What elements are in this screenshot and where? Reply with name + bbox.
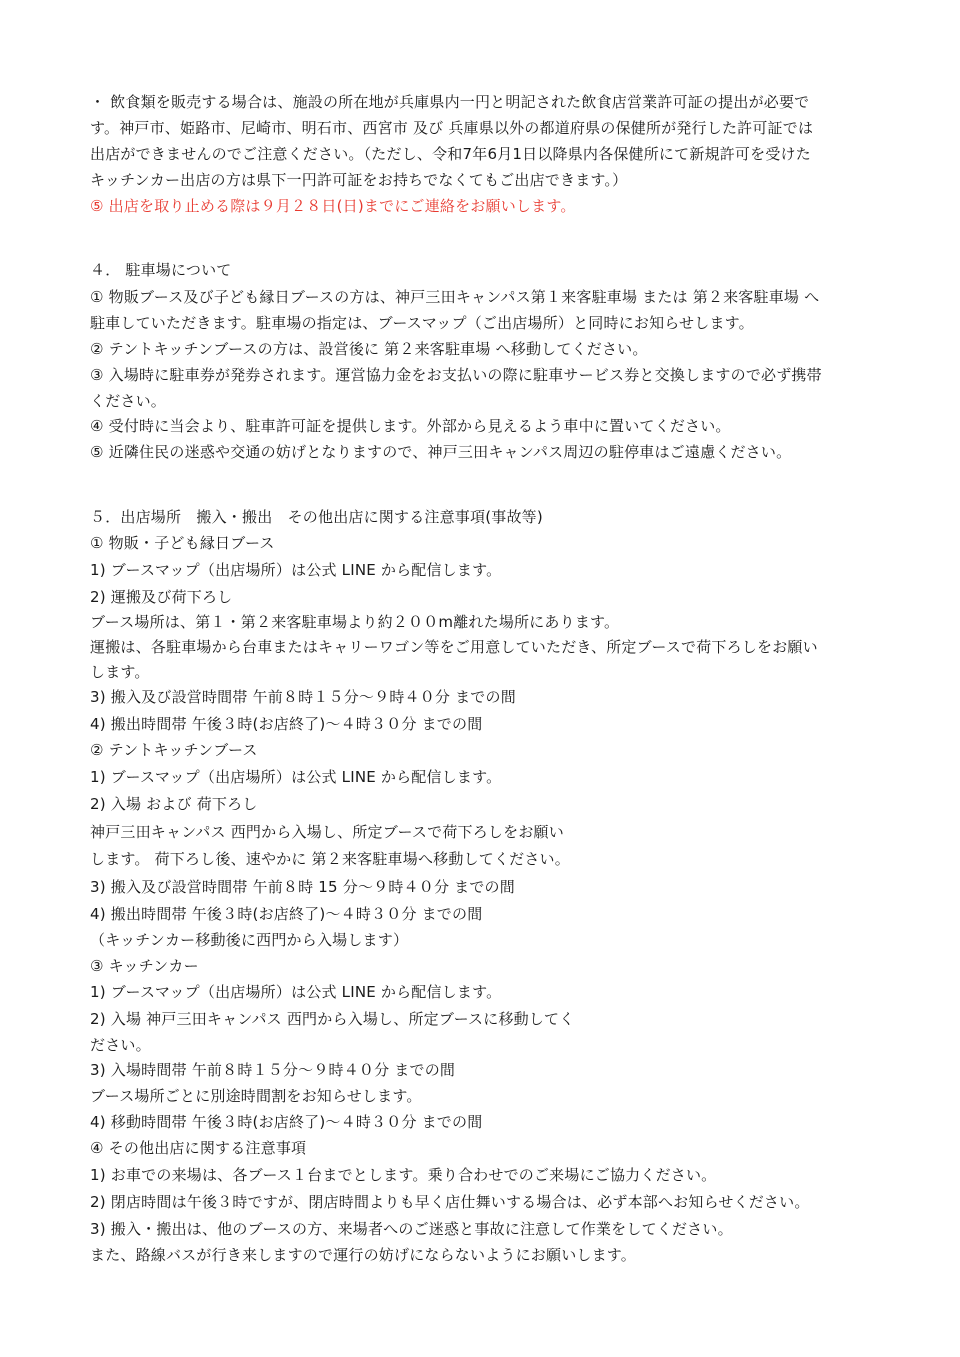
- subsection-tent-kitchen-title: ② テントキッチンブース: [90, 741, 258, 759]
- other-notes-text: また、路線バスが行き来しますので運行の妨げにならないようにお願いします。: [90, 1246, 637, 1264]
- food-permit-note-line: 出店ができませんのでご注意ください。（ただし、令和7年6月1日以降県内各保健所にて新規許可を受けた: [90, 145, 811, 163]
- merch-booth-text: します。: [90, 663, 150, 681]
- tent-kitchen-item: 2) 入場 および 荷下ろし: [90, 795, 258, 813]
- subsection-other-notes-title: ④ その他出店に関する注意事項: [90, 1139, 307, 1157]
- merch-booth-item: 4) 搬出時間帯 午後３時(お店終了)〜４時３０分 までの間: [90, 715, 483, 733]
- kitchen-car-text: ださい。: [90, 1036, 151, 1054]
- parking-item-1-cont: 駐車していただきます。駐車場の指定は、ブースマップ（ご出店場所）と同時にお知らせします。: [90, 314, 754, 332]
- parking-item-3-cont: ください。: [90, 392, 167, 410]
- other-notes-item: 1) お車での来場は、各ブース１台までとします。乗り合わせでのご来場にご協力ください。: [90, 1166, 717, 1184]
- kitchen-car-item: 2) 入場 神戸三田キャンパス 西門から入場し、所定ブースに移動してく: [90, 1010, 575, 1028]
- tent-kitchen-item: 1) ブースマップ（出店場所）は公式 LINE から配信します。: [90, 768, 502, 786]
- merch-booth-item: 3) 搬入及び設営時間帯 午前８時１５分〜９時４０分 までの間: [90, 688, 516, 706]
- parking-section-heading: ４． 駐車場について: [90, 261, 232, 279]
- merch-booth-text: ブース場所は、第１・第２来客駐車場より約２００m離れた場所にあります。: [90, 613, 620, 631]
- merch-booth-item: 2) 運搬及び荷下ろし: [90, 588, 233, 606]
- parking-item-3: ③ 入場時に駐車券が発券されます。運営協力金をお支払いの際に駐車サービス券と交換しますので必ず携帯: [90, 366, 822, 384]
- subsection-merch-booth-title: ① 物販・子ども縁日ブース: [90, 534, 275, 552]
- tent-kitchen-text: します。 荷下ろし後、速やかに 第２来客駐車場へ移動してください。: [90, 850, 570, 868]
- parking-item-1: ① 物販ブース及び子ども縁日ブースの方は、神戸三田キャンパス第１来客駐車場 または 第２来客駐車場 へ: [90, 288, 820, 306]
- merch-booth-text: 運搬は、各駐車場から台車またはキャリーワゴン等をご用意していただき、所定ブースで荷下ろしをお願い: [90, 638, 818, 656]
- tent-kitchen-item: 3) 搬入及び設営時間帯 午前８時 15 分〜９時４０分 までの間: [90, 878, 515, 896]
- kitchen-car-item: 1) ブースマップ（出店場所）は公式 LINE から配信します。: [90, 983, 502, 1001]
- parking-item-5: ⑤ 近隣住民の迷惑や交通の妨げとなりますので、神戸三田キャンパス周辺の駐停車はご遠慮ください。: [90, 443, 792, 461]
- food-permit-note-line: す。神戸市、姫路市、尼崎市、明石市、西宮市 及び 兵庫県以外の都道府県の保健所が発行した許可証では: [90, 119, 814, 137]
- subsection-kitchen-car-title: ③ キッチンカー: [90, 957, 199, 975]
- tent-kitchen-text: （キッチンカー移動後に西門から入場します）: [90, 931, 409, 949]
- food-permit-note-line: キッチンカー出店の方は県下一円許可証をお持ちでなくてもご出店できます。）: [90, 171, 628, 189]
- tent-kitchen-item: 4) 搬出時間帯 午後３時(お店終了)〜４時３０分 までの間: [90, 905, 483, 923]
- parking-item-4: ④ 受付時に当会より、駐車許可証を提供します。外部から見えるよう車中に置いてください。: [90, 417, 731, 435]
- merch-booth-item: 1) ブースマップ（出店場所）は公式 LINE から配信します。: [90, 561, 502, 579]
- other-notes-item: 2) 閉店時間は午後３時ですが、閉店時間よりも早く店仕舞いする場合は、必ず本部へお知らせください。: [90, 1193, 810, 1211]
- parking-item-2: ② テントキッチンブースの方は、設営後に 第２来客駐車場 へ移動してください。: [90, 340, 648, 358]
- kitchen-car-item: 4) 移動時間帯 午後３時(お店終了)〜４時３０分 までの間: [90, 1113, 483, 1131]
- other-notes-item: 3) 搬入・搬出は、他のブースの方、来場者へのご迷惑と事故に注意して作業をしてください。: [90, 1220, 733, 1238]
- tent-kitchen-text: 神戸三田キャンパス 西門から入場し、所定ブースで荷下ろしをお願い: [90, 823, 564, 841]
- food-permit-note-line: ・ 飲食類を販売する場合は、施設の所在地が兵庫県内一円と明記された飲食店営業許可証の提出が必要で: [90, 93, 810, 111]
- kitchen-car-item: 3) 入場時間帯 午前８時１５分〜９時４０分 までの間: [90, 1061, 456, 1079]
- booth-section-heading: ５．出店場所 搬入・搬出 その他出店に関する注意事項(事故等): [90, 508, 543, 526]
- kitchen-car-text: ブース場所ごとに別途時間割をお知らせします。: [90, 1087, 422, 1105]
- cancellation-deadline-note: ⑤ 出店を取り止める際は９月２８日(日)までにご連絡をお願いします。: [90, 197, 576, 215]
